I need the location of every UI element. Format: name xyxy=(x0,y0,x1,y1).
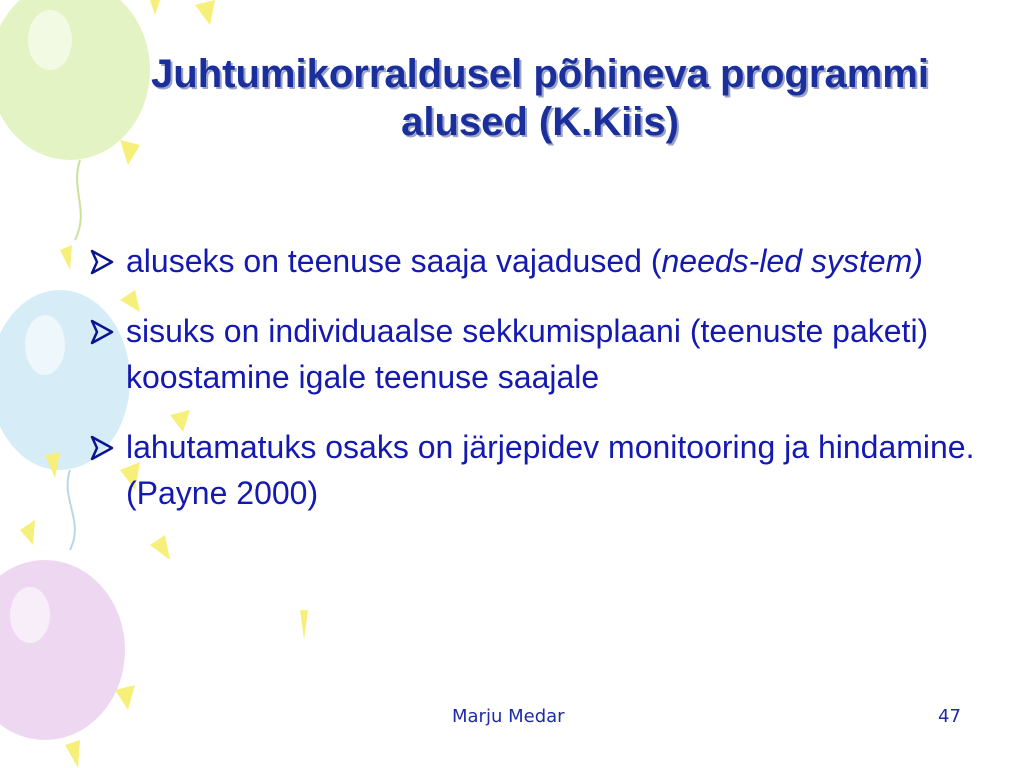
bullet-text: lahutamatuks osaks on järjepidev monitooring ja hindamine. (Payne 2000) xyxy=(126,429,975,511)
purple-balloon-icon xyxy=(0,560,125,740)
bullet-text: sisuks on individuaalse sekkumisplaani (teenuste paketi) koostamine igale teenuse saajale xyxy=(126,313,929,395)
slide-title-line-2: alused (K.Kiis) xyxy=(401,100,679,144)
footer-author: Marju Medar xyxy=(452,706,565,727)
page-number: 47 xyxy=(938,706,961,727)
arrow-bullet-icon xyxy=(88,434,116,462)
slide-title xyxy=(60,50,1020,146)
slide-title-line-1: Juhtumikorraldusel põhineva programmi xyxy=(151,52,929,96)
bullet-item-monitoring xyxy=(88,424,1008,516)
bullet-item-needs xyxy=(88,238,1008,284)
arrow-bullet-icon xyxy=(88,248,116,276)
arrow-bullet-icon xyxy=(88,318,116,346)
bullet-italic-text: needs-led system) xyxy=(661,243,923,279)
bullet-text: aluseks on teenuse saaja vajadused ( xyxy=(126,243,662,279)
bullet-list xyxy=(88,238,1008,540)
bullet-item-plan xyxy=(88,308,1008,400)
